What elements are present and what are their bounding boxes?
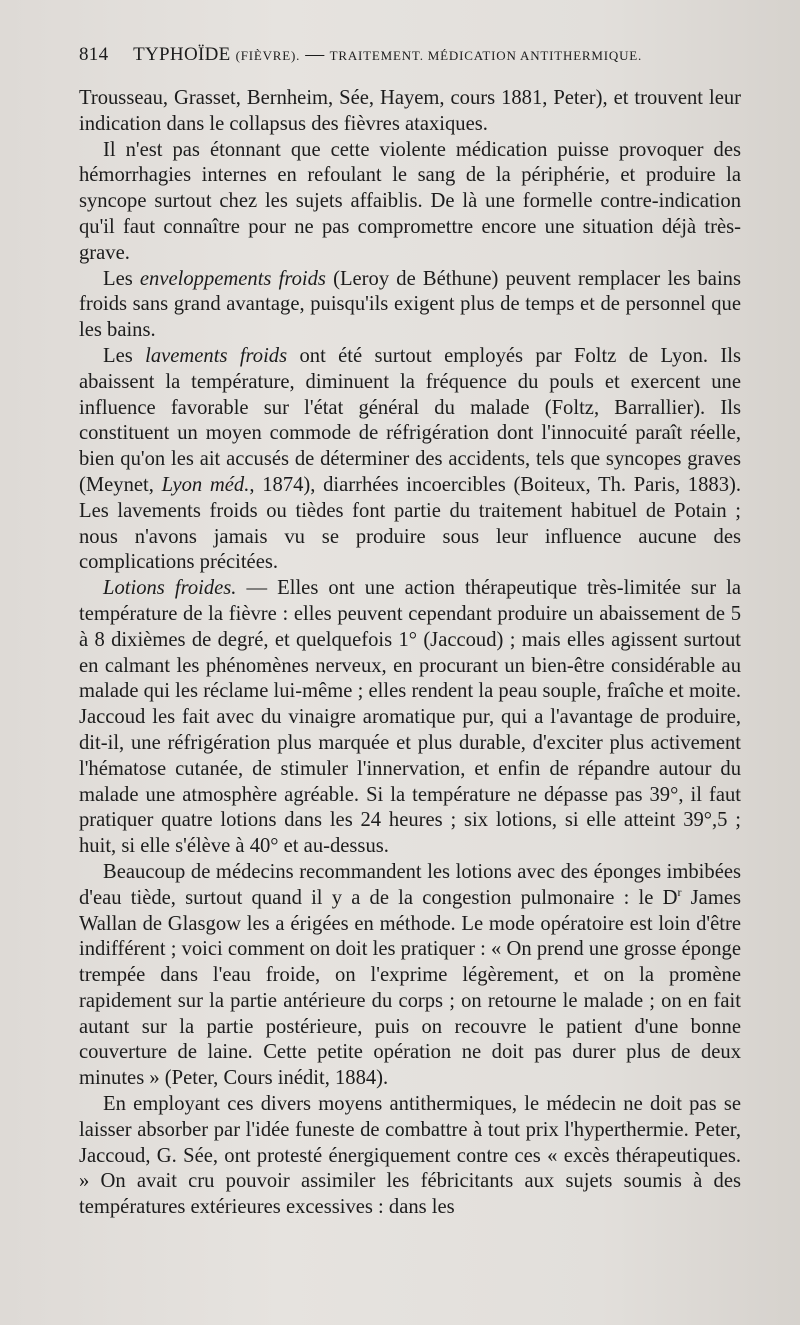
running-header [79, 44, 769, 66]
paragraph-text: Trousseau, Grasset, Bernheim, Sée, Hayem, cours 1881, Peter), et trouvent leur indication dans le collapsus des fièvres ataxiques. [79, 87, 741, 135]
paragraph-lead: Les [103, 267, 140, 290]
paragraph-4 [79, 344, 741, 576]
header-section: TRAITEMENT. MÉDICATION ANTITHERMIQUE. [329, 48, 643, 63]
paragraph-5 [79, 576, 741, 860]
paragraph-6 [79, 860, 741, 1092]
paragraph-2 [79, 138, 741, 267]
header-dash: — [305, 44, 325, 65]
superscript: r [677, 884, 682, 899]
italic-citation: Lyon méd. [161, 473, 250, 496]
paragraph-text-continued: , 1874), diarrhées incoercibles (Boiteux, Th. Paris, 1883). Les lavements froids ou tièdes font partie du traitement habituel de Potain ; nous n'avons jamais vu se produire sous leur influence aucune des complications précitées. [79, 473, 742, 574]
italic-term: lavements froids [145, 344, 288, 367]
paragraph-lead: Les [103, 344, 146, 367]
paragraph-text: James Wallan de Glasgow les a érigées en méthode. Le mode opératoire est loin d'être indifférent ; voici comment on doit les pratiquer : « On prend une grosse éponge trempée dans l'eau froide, on l'exprime légèrement, et on la promène rapidement sur la partie antérieure du corps ; on retourne le malade ; on en fait autant sur la partie postérieure, puis on recouvre le patient d'une bonne couverture de laine. Cette petite opération ne doit pas durer plus de deux minutes » (Peter, Cours inédit, 1884). [79, 886, 741, 1090]
italic-heading: Lotions froides. [103, 577, 237, 600]
paragraph-text: (Leroy de Béthune) peuvent remplacer les bains froids sans grand avantage, puisqu'ils exigent plus de temps et de personnel que les bains. [79, 267, 741, 342]
header-subtitle: (FIÈVRE). [235, 48, 301, 63]
paragraph-text: En employant ces divers moyens antithermiques, le médecin ne doit pas se laisser absorber par l'idée funeste de combattre à tout prix l'hyperthermie. Peter, Jaccoud, G. Sée, ont protesté énergiquement contre ces « excès thérapeutiques. » On avait cru pouvoir assimiler les fébricitants aux sujets soumis à des températures extérieures excessives : dans les [79, 1093, 741, 1219]
paragraph-1 [79, 86, 741, 138]
body-text [79, 86, 741, 1221]
page-number: 814 [79, 44, 109, 65]
italic-term: enveloppements froids [139, 267, 326, 290]
paragraph-text: ont été surtout employés par Foltz de Lyon. Ils abaissent la température, diminuent la fréquence du pouls et exercent une influence favorable sur l'état général du malade (Foltz, Barrallier). Ils constituent un moyen commode de réfrigération dont l'innocuité paraît réelle, bien qu'on les ait accusés de déterminer des accidents, tels que syncopes graves (Meynet, [79, 344, 741, 496]
header-title: TYPHOÏDE [133, 44, 231, 65]
paragraph-lead: Beaucoup de médecins recommandent les lotions avec des éponges imbibées d'eau tiède, surtout quand il y a de la congestion pulmonaire : le D [79, 860, 741, 909]
paragraph-3 [79, 267, 741, 344]
paragraph-text: Il n'est pas étonnant que cette violente médication puisse provoquer des hémorrhagies internes en refoulant le sang de la périphérie, et produire la syncope surtout chez les sujets affaiblis. De là une formelle contre-indication qu'il faut connaître pour ne pas compromettre encore une situation déjà très-grave. [79, 138, 741, 264]
paragraph-text: — Elles ont une action thérapeutique très-limitée sur la température de la fièvre : elles peuvent cependant produire un abaissement de 5 à 8 dixièmes de degré, et quelquefois 1° (Jaccoud) ; mais elles agissent surtout en calmant les phénomènes nerveux, en procurant un bien-être considérable au malade qui les réclame lui-même ; elles rendent la peau souple, fraîche et moite. Jaccoud les fait avec du vinaigre aromatique pur, qui a l'avantage de produire, dit-il, une réfrigération plus marquée et plus durable, d'exciter plus activement l'hématose cutanée, de stimuler l'innervation, et enfin de répandre autour du malade une atmosphère agréable. Si la température ne dépasse pas 39°, il faut pratiquer quatre lotions dans les 24 heures ; six lotions, si elle atteint 39°,5 ; huit, si elle s'élève à 40° et au-dessus. [79, 577, 741, 858]
paragraph-7 [79, 1092, 741, 1221]
